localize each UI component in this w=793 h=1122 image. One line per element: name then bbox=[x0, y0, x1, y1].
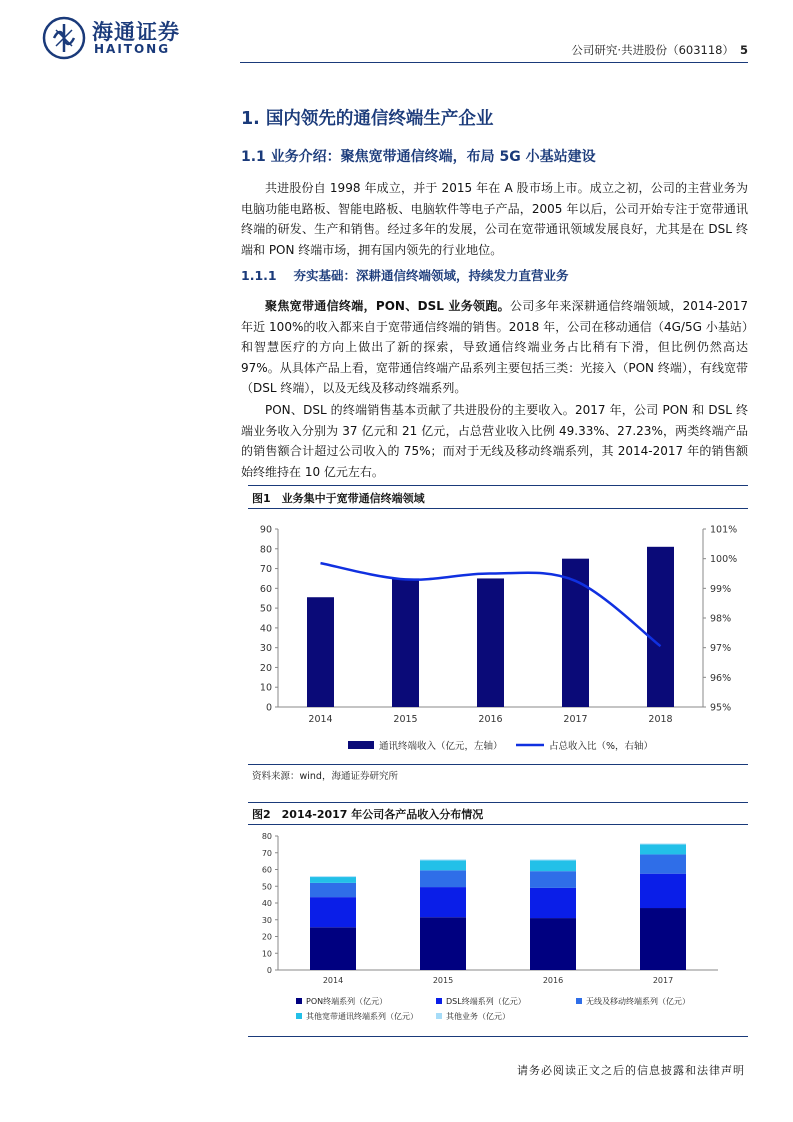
right-axis-tick-label: 99% bbox=[710, 583, 732, 595]
x-tick-label: 2015 bbox=[393, 714, 418, 725]
bar-2014-series-1 bbox=[310, 897, 356, 927]
bar-2015-series-2 bbox=[420, 870, 466, 887]
legend-label: 其他业务（亿元） bbox=[446, 1012, 510, 1021]
legend-swatch bbox=[436, 1013, 442, 1019]
left-axis-tick-label: 90 bbox=[259, 524, 272, 536]
right-axis-tick-label: 96% bbox=[710, 672, 732, 684]
legend-label: PON终端系列（亿元） bbox=[306, 997, 388, 1006]
y-axis-tick-label: 50 bbox=[261, 882, 272, 892]
figure2-chart bbox=[248, 828, 768, 1033]
section-heading-1-1: 1.1 业务介绍：聚焦宽带通信终端，布局 5G 小基站建设 bbox=[241, 149, 596, 165]
left-axis-tick-label: 0 bbox=[265, 702, 272, 714]
left-axis-tick-label: 10 bbox=[259, 682, 272, 694]
paragraph-revenue: PON、DSL 的终端销售基本贡献了共进股份的主要收入。2017 年，公司 PON 和 DSL 终端业务收入分别为 37 亿元和 21 亿元，占总营业收入比例 49.33%、27.23%，两类终端产品的销售额合计超过公司收入的 75%；而对于无线及移动终端系列，其 2014-2017 年的销售额始终维持在 10 亿元左右。 bbox=[241, 403, 748, 479]
bar-2015-series-0 bbox=[420, 917, 466, 970]
y-axis-tick-label: 60 bbox=[261, 865, 272, 875]
y-axis-tick-label: 80 bbox=[261, 832, 272, 841]
figure2-title-rule bbox=[248, 824, 748, 825]
paragraph-intro: 共进股份自 1998 年成立，并于 2015 年在 A 股市场上市。成立之初，公司的主营业务为电脑功能电路板、智能电路板、电脑软件等电子产品，2005 年以后，公司开始专注于宽带通讯终端的研发、生产和销售。经过多年的发展，公司在宽带通讯领域发展良好，尤其是在 DSL 终端和 PON 终端市场，拥有国内领先的行业地位。 bbox=[241, 181, 748, 257]
bar-2016 bbox=[477, 578, 504, 707]
section-heading-1-1-1: 1.1.1 夯实基础：深耕通信终端领域，持续发力直营业务 bbox=[241, 268, 569, 283]
x-tick-label: 2016 bbox=[478, 714, 503, 725]
logo bbox=[42, 16, 182, 60]
x-tick-label: 2014 bbox=[308, 714, 333, 725]
header-rule bbox=[240, 62, 748, 63]
bar-2017-series-3 bbox=[640, 844, 686, 854]
right-axis-tick-label: 97% bbox=[710, 643, 732, 655]
right-axis-tick-label: 100% bbox=[710, 554, 738, 566]
y-axis-tick-label: 20 bbox=[261, 932, 272, 942]
y-axis-tick-label: 30 bbox=[261, 915, 272, 925]
legend-label: DSL终端系列（亿元） bbox=[446, 997, 526, 1006]
section-heading-1: 1. 国内领先的通信终端生产企业 bbox=[241, 109, 494, 129]
report-type: 公司研究·共进股份（603118） bbox=[571, 43, 734, 57]
bar-2015-series-1 bbox=[420, 887, 466, 917]
x-tick-label: 2018 bbox=[648, 714, 673, 725]
y-axis-tick-label: 40 bbox=[261, 899, 272, 908]
bar-2017-series-2 bbox=[640, 854, 686, 873]
bar-2017-series-1 bbox=[640, 874, 686, 908]
figure2-title: 图2 2014-2017 年公司各产品收入分布情况 bbox=[252, 808, 484, 821]
figure1-title: 图1 业务集中于宽带通信终端领域 bbox=[252, 492, 425, 505]
legend-label: 无线及移动终端系列（亿元） bbox=[586, 997, 690, 1006]
figure1-title-rule bbox=[248, 508, 748, 509]
bar-2016-series-2 bbox=[530, 871, 576, 888]
legend-label-bars: 通讯终端收入（亿元，左轴） bbox=[379, 741, 503, 752]
bar-2017-series-4 bbox=[640, 844, 686, 845]
logo-text-cn: 海通证券 bbox=[92, 19, 180, 44]
y-axis-tick-label: 70 bbox=[261, 848, 272, 858]
bar-2018 bbox=[647, 547, 674, 707]
bar-2014-series-2 bbox=[310, 883, 356, 897]
legend-label: 其他宽带通讯终端系列（亿元） bbox=[306, 1012, 418, 1021]
legend-label-line: 占总收入比（%，右轴） bbox=[549, 741, 654, 752]
x-tick-label: 2016 bbox=[542, 976, 564, 985]
bar-2017-series-0 bbox=[640, 908, 686, 970]
paragraph-focus-body: 公司多年来深耕通信终端领域，2014-2017 年近 100%的收入都来自于宽带通信终端的销售。2018 年，公司在移动通信（4G/5G 小基站）和智慧医疗的方向上做出了新的探索，导致通信终端业务占比稍有下滑，但比例仍然高达 97%。从具体产品上看，宽带通信终端产品系列主要包括三类：光接入（PON 终端），有线宽带（DSL 终端），以及无线及移动终端系列。 bbox=[241, 299, 748, 395]
left-axis-tick-label: 70 bbox=[259, 564, 272, 576]
bar-2014-series-3 bbox=[310, 877, 356, 883]
bar-2016-series-0 bbox=[530, 918, 576, 970]
bar-2014-series-0 bbox=[310, 927, 356, 970]
logo-emblem-icon bbox=[42, 16, 86, 60]
right-axis-tick-label: 95% bbox=[710, 702, 732, 714]
report-header bbox=[571, 42, 748, 58]
paragraph-focus bbox=[241, 296, 748, 399]
left-axis-tick-label: 40 bbox=[259, 623, 272, 635]
bar-2016-series-3 bbox=[530, 860, 576, 871]
bar-2014 bbox=[307, 597, 334, 707]
figure1-top-rule bbox=[248, 485, 748, 486]
left-axis-tick-label: 30 bbox=[259, 643, 272, 655]
page-number: 5 bbox=[739, 43, 748, 57]
figure2-bottom-rule bbox=[248, 1036, 748, 1037]
figure2-top-rule bbox=[248, 802, 748, 803]
bar-2016-series-4 bbox=[530, 859, 576, 860]
left-axis-tick-label: 60 bbox=[259, 583, 272, 595]
bar-2016-series-1 bbox=[530, 888, 576, 918]
bar-2015 bbox=[392, 578, 419, 707]
right-axis-tick-label: 101% bbox=[710, 524, 738, 536]
left-axis-tick-label: 80 bbox=[259, 544, 272, 556]
bar-2015-series-3 bbox=[420, 860, 466, 870]
x-tick-label: 2017 bbox=[652, 976, 674, 985]
left-axis-tick-label: 50 bbox=[259, 603, 272, 615]
x-tick-label: 2017 bbox=[563, 714, 588, 725]
footer-disclaimer: 请务必阅读正文之后的信息披露和法律声明 bbox=[517, 1064, 745, 1077]
figure1-bottom-rule bbox=[248, 764, 748, 765]
y-axis-tick-label: 10 bbox=[261, 949, 272, 959]
left-axis-tick-label: 20 bbox=[259, 662, 272, 674]
paragraph-focus-lead: 聚焦宽带通信终端，PON、DSL 业务领跑。 bbox=[265, 299, 511, 313]
right-axis-tick-label: 98% bbox=[710, 613, 732, 625]
bar-2014-series-4 bbox=[310, 876, 356, 877]
legend-swatch bbox=[296, 998, 302, 1004]
y-axis-tick-label: 0 bbox=[266, 966, 272, 975]
legend-swatch bbox=[576, 998, 582, 1004]
legend-swatch bbox=[436, 998, 442, 1004]
figure1-chart bbox=[248, 515, 768, 765]
logo-text-en: HAITONG bbox=[94, 42, 171, 56]
x-tick-label: 2014 bbox=[322, 976, 344, 985]
legend-swatch bbox=[296, 1013, 302, 1019]
legend-swatch-bars bbox=[348, 741, 374, 749]
x-tick-label: 2015 bbox=[432, 976, 454, 985]
bar-2015-series-4 bbox=[420, 859, 466, 860]
figure1-source: 资料来源：wind，海通证券研究所 bbox=[252, 771, 398, 782]
